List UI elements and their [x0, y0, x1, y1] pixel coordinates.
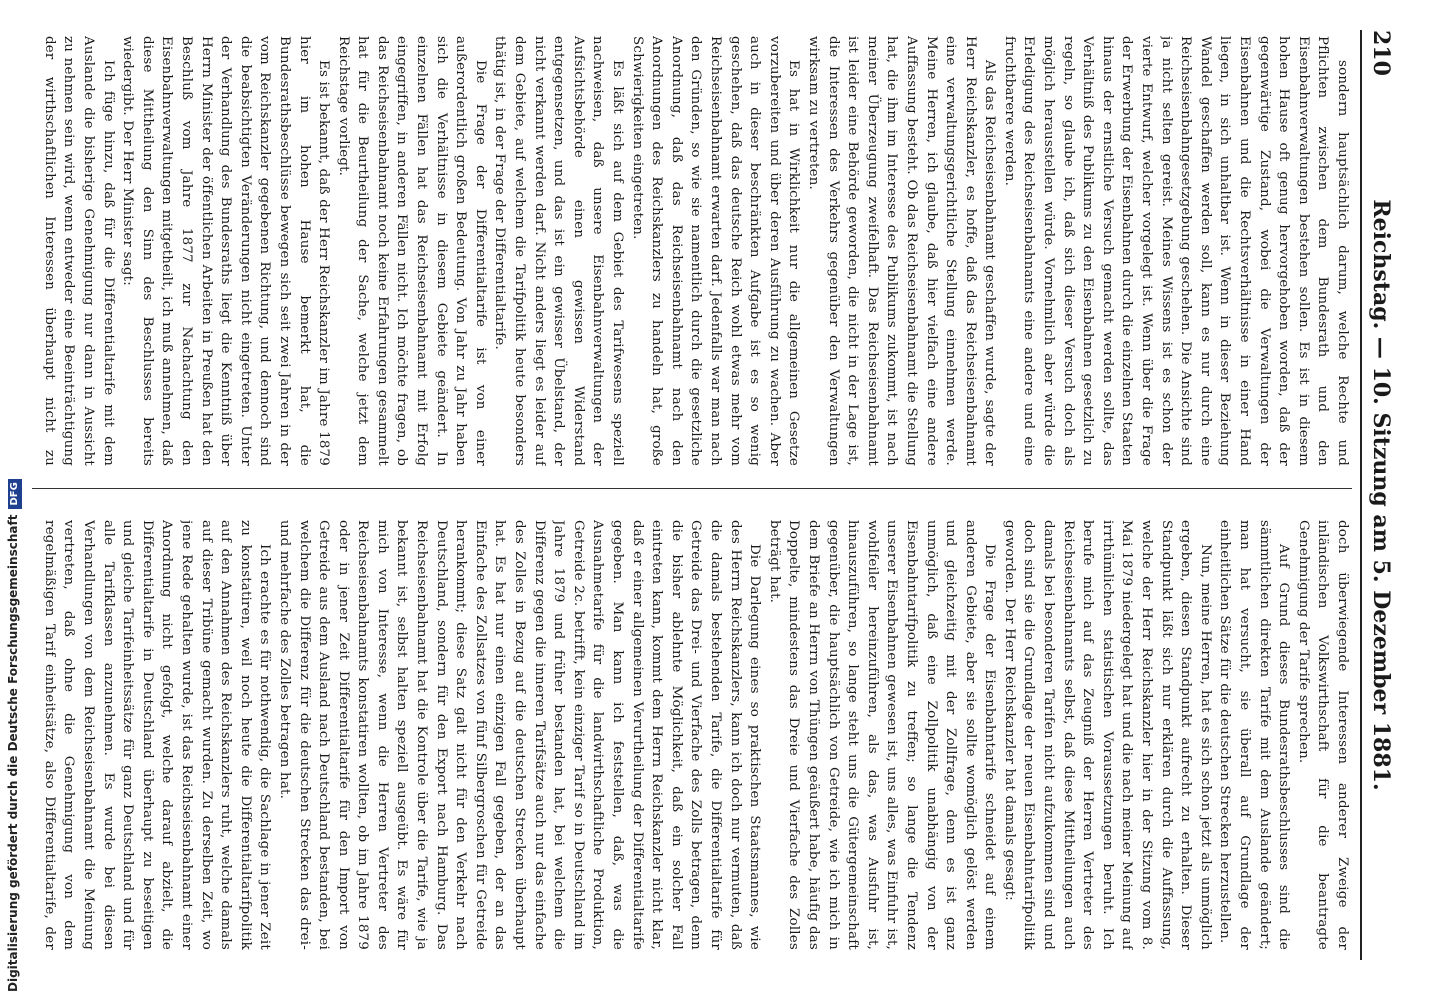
header-rule: [1360, 30, 1362, 960]
paragraph: Die Frage der Differentialtarife ist von einer außerordentlich großen Bedeutung. Von Jahr zu Jahr haben sich die Verhältnisse in diesem Gebiete geändert. In einzelnen Fällen hat das Reichseisenbahnamt mit Erfolg eingegriffen, in anderen Fällen nicht. Ich möchte fragen, ob das Reichseisenbahnamt noch keine Erfahrungen gesammelt hat für die Beurtheilung der Sache, welche jetzt dem Reichstage vorliegt.: [335, 36, 488, 466]
paragraph: doch überwiegende Interessen anderer Zweige der inländischen Volkswirthschaft für die beantragte Genehmigung der Tarife sprechen.: [1295, 520, 1350, 950]
dfg-logo-icon: DFG: [8, 479, 22, 508]
paragraph: Es hat in Wirklichkeit nur die allgemeinen Gesetze vorzubereiten und über deren Ausführung zu wachen. Aber auch in dieser beschränkten Aufgabe ist es so wenig geschehen, daß das deutsche Reich wohl etwas mehr vom Reichseisenbahnamt erwarten darf. Jedenfalls war man nach den Gründen, so wie sie namentlich durch die gesetzliche Anordnung, daß das Reichseisenbahnamt nach den Anordnungen des Reichskanzlers zu handeln hat, große Schwierigkeiten eingetreten.: [629, 36, 802, 466]
page-number: 210: [1368, 30, 1394, 76]
paragraph: Es ist bekannt, daß der Herr Reichskanzler im Jahre 1879 hier im hohen Hause bemerkt hat, die Bundesrathsbeschlüsse bewegen sich seit zwei Jahren in der vom Reichskanzler gegebenen Richtung, und dennoch sind die beabsichtigten Veränderungen nicht eingetreten. Unter der Verhandlung des Bundesraths liegt die Kenntniß über Herrn Minister der öffentlichen Arbeiten in Preußen hat den Beschluß vom Jahre 1877 zur Nachachtung den Eisenbahnverwaltungen mitgetheilt, ich muß annehmen, daß diese Mittheilung den Sinn des Beschlusses bereits wiedergibt. Der Herr Minister sagt:: [120, 36, 332, 466]
quoted-paragraph: Die Frage der Eisenbahntarife schneidet auf einem anderen Gebiete, aber sie sollte womöglich gelöst werden und gleichzeitig mit der Zollfrage, denn es ist ganz unmöglich, daß eine Zollpolitik unabhängig von der Eisenbahntarifpolitik zu treffen; so lange die Tendenz unserer Eisenbahnen gewesen ist, uns alles, was Einfuhr ist, wohlfeiler hereinzuführen, als das, was Ausfuhr ist, hinauszuführen, so lange steht uns die Gütergemeinschaft gegenüber, die hauptsächlich von Getreide, wie ich mich in dem Briefe an Herrn von Thüngen geäußert habe, häufig das Doppelte, mindestens das Dreie und Vierfache des Zolles beträgt hat.: [766, 520, 998, 950]
footer-credit: Digitalisierung gefördert durch die Deutsche Forschungsgemeinschaft: [6, 514, 20, 992]
paragraph: Als das Reichseisenbahnamt geschaffen wurde, sagte der Herr Reichskanzler, es hoffe, daß das Reichseisenbahnamt eine verwaltungsgerichtliche Stellung einnehmen werde. Meine Herren, ich glaube, daß hier vielfach eine andere Auffassung besteht. Ob das Reichseisenbahnamt die Stellung hat, die ihm im Interesse des Publikums zukommt, ist nach meiner Überzeugung zweifelhaft. Das Reichseisenbahnamt ist leider eine Behörde geworden, die nicht in der Lage ist, die Interessen des Verkehrs gegenüber den Verwaltungen wirksam zu vertreten.: [805, 36, 998, 466]
paragraph: Ich füge hinzu, daß für die Differentialtarife mit dem Auslande die bisherige Genehmigung nur dann in Aussicht zu nehmen sein wird, wenn entweder eine Beeinträchtigung der wirthschaftlichen Interessen überhaupt nicht zu: [41, 36, 116, 466]
text-column-left: [37, 36, 1352, 466]
text-column-right: [37, 520, 1352, 950]
digitization-footer: [5, 0, 21, 1000]
paragraph: Ich erachte es für nothwendig, die Sachlage in jener Zeit zu konstatiren, weil noch heute die Differentialtarifpolitik auf den Annahmen des Reichskanzlers ruht, welche damals auf dieser Tribüne gemacht wurden. Zu derselben Zeit, wo jene Rede gehalten wurde, ist das Reichseisenbahnamt einer Anordnung nicht gefolgt, welche darauf abzielt, die Differentialtarife in Deutschland überhaupt zu beseitigen und gleiche Tarifeinheitssätze für ganz Deutschland und für alle Tarifklassen anzunehmen. Es wurde bei diesen Verhandlungen von dem Reichseisenbahnamt die Meinung vertreten, daß ohne die Genehmigung von dem regelmäßigen Tarif einheitsätze, also Differentialtarife, der: [41, 520, 273, 950]
page-header: [1364, 30, 1394, 960]
paragraph: sondern hauptsächlich darum, welche Rechte und Pflichten zwischen dem Bundesrath und den Eisenbahnverwaltungen bestehen sollen. Es ist in diesem hohen Hause oft genug hervorgehoben worden, daß der gegenwärtige Zustand, wobei die Verwaltungen der Eisenbahnen und die Rechtsverhältnisse in einer Hand liegen, in sich unhaltbar ist. Wenn in dieser Beziehung Wandel geschaffen werden soll, kann es nur durch eine Reichseisenbahngesetzgebung geschehen. Die Ansichte sind ja nicht selten gereist. Meines Wissens ist es schon der vierte Entwurf, welcher vorgelegt ist. Wenn über die Frage der Erwerbung der Eisenbahnen durch die einzelnen Staaten hinaus der ernstliche Versuch gemacht werden sollte, das Verhältniß des Publikums zu den Eisenbahnen gesetzlich zu regeln, so glaube ich, daß sich dieser Versuch doch als möglich herausstellen würde. Vornehmlich aber würde die Erledigung des Reichseisenbahnamts eine andere und eine fruchtbarere werden.: [1001, 36, 1350, 466]
column-divider: [32, 488, 1352, 489]
footer-text-line: [5, 0, 21, 1000]
paragraph: Die Darlegung eines so praktischen Staatsmannes, wie des Herrn Reichskanzlers, kann ich doch nur vermuten, daß die damals bestehenden Tarife, die Differentialtarife für Getreide das Drei- und Vierfache des Zolls betragen, denn die bisher ablehnte Möglichkeit, daß ein solcher Fall eintreten kann, kommt dem Herrn Reichskanzler nicht klar, daß er einer allgemeinen Verurtheilung der Differentialtarife gegeben. Man kann ich feststellen, daß, was die Ausnahmetarife für die landwirthschaftliche Produktion, Getreide 2c. betrifft, kein einziger Tarif so in Deutschland im Jahre 1879 und früher bestanden hat, bei welchem die Differenz gegen die inneren Tarifsätze auch nur das einfache des Zolles in Bezug auf die deutschen Strecken überhaupt hat. Es hat nur einen einzigen Fall gegeben, der an das Einfache des Zollsatzes von fünf Silbergroschen für Getreide herankommt; diese Satz galt nicht für den Verkehr nach Deutschland, sondern für den Export nach Hamburg. Das Reichseisenbahnamt hat die Kontrole über die Tarife, wie ja bekannt ist, selbst halten speziell ausgeübt. Es wäre für mich von Interesse, wenn die Herren Vertreter des Reichseisenbahnamts konstatiren wollten, ob im Jahre 1879 oder in jener Zeit Differentialtarife für den Import von Getreide aus dem Ausland nach Deutschland bestanden, bei welchem die Differenz für die deutschen Strecken das drei- und mehrfache des Zolles betragen hat.: [276, 520, 763, 950]
paragraph: Auf Grund dieses Bundesrathsbeschlusses sind die sämmtlichen direkten Tarife mit dem Auslande geändert; man hat versucht, sie überall auf Grundlage der einheitlichen Sätze für die deutschen Strecken herzustellen.: [1217, 520, 1292, 950]
page-title: Reichstag. — 10. Sitzung am 5. Dezember 1881.: [1368, 199, 1394, 791]
paragraph: Nun, meine Herren, hat es sich schon jetzt als unmöglich ergeben, diesen Standpunkt aufrecht zu erhalten. Dieser Standpunkt läßt sich nur erklären durch die Auffassung, welche der Herr Reichskanzler hier in der Sitzung vom 8. Mai 1879 niedergelegt hat und die nach meiner Meinung auf irrthümlichen statistischen Voraussetzungen beruht. Ich berufe mich auf das Zeugniß der Herren Vertreter des Reichseisenbahnamts selbst, daß diese Mittheilungen auch damals bei besonderen Tarifen nicht aufzukommen sind und doch sind sie die Grundlage der neuen Eisenbahntarifpolitik geworden. Der Herr Reichskanzler hat damals gesagt:: [1001, 520, 1213, 950]
paragraph: Es läßt sich auf dem Gebiet des Tarifwesens speziell nachweisen, daß unsere Eisenbahnverwaltungen der Aufsichtsbehörde einen gewissen Widerstand entgegensetzen, und das ist ein gewisser Übelstand, der nicht verkannt werden darf. Nicht anders liegt es leider auf dem Gebiete, auf welchem die Tarifpolitik heute besonders thätig ist, in der Frage der Differentialtarife.: [492, 36, 626, 466]
